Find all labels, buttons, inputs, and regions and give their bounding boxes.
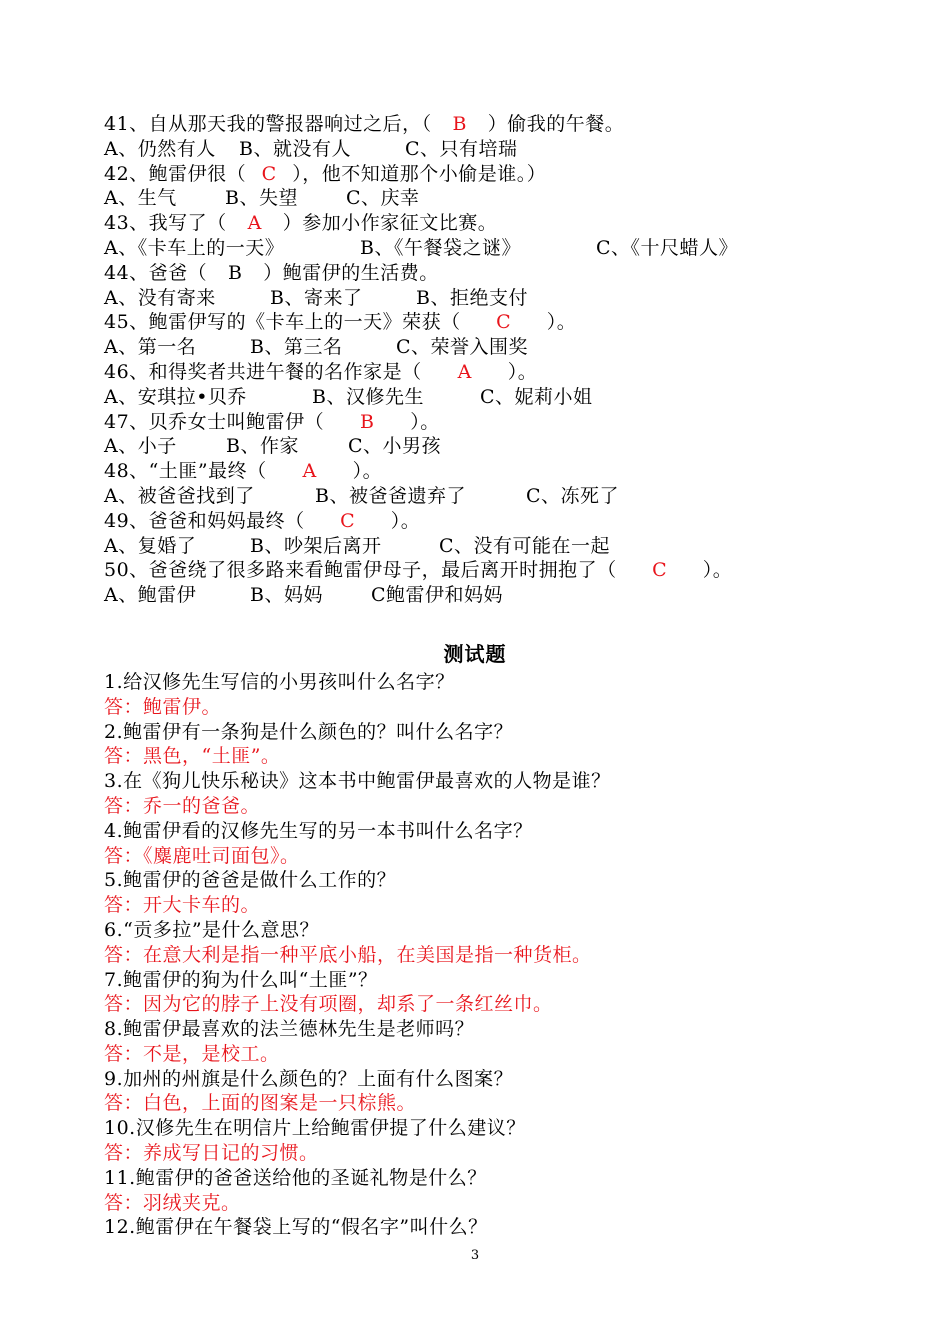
question-options-50: A、鲍雷伊 B、妈妈 C鲍雷伊和妈妈 xyxy=(104,584,504,607)
answer-blank: A xyxy=(247,212,262,235)
question-options-44: A、没有寄来 B、寄来了 B、拒绝支付 xyxy=(104,286,528,309)
question-options-42: A、生气 B、失望 C、庆幸 xyxy=(104,187,420,210)
question-options-46: A、安琪拉•贝乔 B、汉修先生 C、妮莉小姐 xyxy=(104,385,593,408)
answer-blank: A xyxy=(302,460,317,483)
question-options-45: A、第一名 B、第三名 C、荣誉入围奖 xyxy=(104,336,529,359)
qa-answer: 答：养成写日记的习惯。 xyxy=(104,1142,319,1165)
qa-question: 6.“贡多拉”是什么意思？ xyxy=(104,918,320,941)
test-section-title: 测试题 xyxy=(443,641,507,666)
question-stem-43: 43、我写了（ A ）参加小作家征文比赛。 xyxy=(104,212,498,235)
answer-blank: B xyxy=(452,113,467,135)
question-stem-46: 46、和得奖者共进午餐的名作家是（ A ）。 xyxy=(104,360,538,383)
question-options-47: A、小子 B、作家 C、小男孩 xyxy=(104,435,442,458)
qa-answer: 答：《麋鹿吐司面包》。 xyxy=(104,844,300,867)
qa-question: 2.鲍雷伊有一条狗是什么颜色的？叫什么名字？ xyxy=(104,720,514,743)
answer-blank: C xyxy=(496,311,512,334)
qa-question: 9.加州的州旗是什么颜色的？上面有什么图案？ xyxy=(104,1067,514,1090)
question-stem-42: 42、鲍雷伊很（ C ），他不知道那个小偷是谁。） xyxy=(104,162,547,185)
qa-answer: 答：鲍雷伊。 xyxy=(104,695,222,718)
question-stem-45: 45、鲍雷伊写的《卡车上的一天》荣获（ C ）。 xyxy=(104,311,577,334)
qa-question: 5.鲍雷伊的爸爸是做什么工作的？ xyxy=(104,869,397,892)
question-stem-50: 50、爸爸绕了很多路来看鲍雷伊母子，最后离开时拥抱了（ C ）。 xyxy=(104,559,733,582)
question-options-49: A、复婚了 B、吵架后离开 C、没有可能在一起 xyxy=(104,534,611,557)
question-stem-48: 48、“土匪”最终（ A ）。 xyxy=(104,460,383,483)
qa-answer: 答：开大卡车的。 xyxy=(104,894,261,917)
qa-answer: 答：白色，上面的图案是一只棕熊。 xyxy=(104,1092,417,1115)
answer-blank: B xyxy=(227,261,243,284)
question-stem-49: 49、爸爸和妈妈最终（ C ）。 xyxy=(104,509,421,532)
answer-blank: B xyxy=(359,410,375,433)
qa-answer: 答：黑色，“土匪”。 xyxy=(104,745,281,768)
answer-blank: C xyxy=(340,509,356,532)
qa-answer: 答：乔一的爸爸。 xyxy=(104,794,261,817)
question-options-43: A、《卡车上的一天》 B、《午餐袋之谜》 C、《十尺蜡人》 xyxy=(104,236,739,259)
qa-question: 12.鲍雷伊在午餐袋上写的“假名字”叫什么？ xyxy=(104,1216,488,1239)
qa-answer: 答：羽绒夹克。 xyxy=(104,1191,241,1214)
question-options-41: A、仍然有人 B、就没有人 C、只有培瑞 xyxy=(104,137,518,160)
question-stem-44: 44、爸爸（ B ）鲍雷伊的生活费。 xyxy=(104,261,439,284)
qa-question: 7.鲍雷伊的狗为什么叫“土匪”？ xyxy=(104,968,378,991)
qa-question: 8.鲍雷伊最喜欢的法兰德林先生是老师吗？ xyxy=(104,1018,475,1041)
answer-blank: C xyxy=(261,162,277,185)
qa-answer: 答：因为它的脖子上没有项圈，却系了一条红丝巾。 xyxy=(104,993,553,1016)
multiple-choice-section xyxy=(104,112,864,608)
answer-blank: A xyxy=(457,360,472,383)
qa-section xyxy=(104,670,864,1240)
qa-question: 10.汉修先生在明信片上给鲍雷伊提了什么建议？ xyxy=(104,1117,526,1140)
question-stem-41: 41、自从那天我的警报器响过之后，（ B ）偷我的午餐。 xyxy=(104,113,625,135)
answer-blank: C xyxy=(652,559,668,582)
qa-question: 11.鲍雷伊的爸爸送给他的圣诞礼物是什么？ xyxy=(104,1166,487,1189)
qa-question: 4.鲍雷伊看的汉修先生写的另一本书叫什么名字？ xyxy=(104,819,533,842)
question-stem-47: 47、贝乔女士叫鲍雷伊（ B ）。 xyxy=(104,410,440,433)
question-options-48: A、被爸爸找到了 B、被爸爸遗弃了 C、冻死了 xyxy=(104,484,620,507)
qa-answer: 答：在意大利是指一种平底小船，在美国是指一种货柜。 xyxy=(104,943,592,966)
page-number: 3 xyxy=(470,1248,480,1263)
qa-answer: 答：不是，是校工。 xyxy=(104,1042,280,1065)
qa-question: 3.在《狗儿快乐秘诀》这本书中鲍雷伊最喜欢的人物是谁？ xyxy=(104,770,611,793)
qa-question: 1.给汉修先生写信的小男孩叫什么名字？ xyxy=(104,670,455,693)
page-content xyxy=(104,112,864,1240)
